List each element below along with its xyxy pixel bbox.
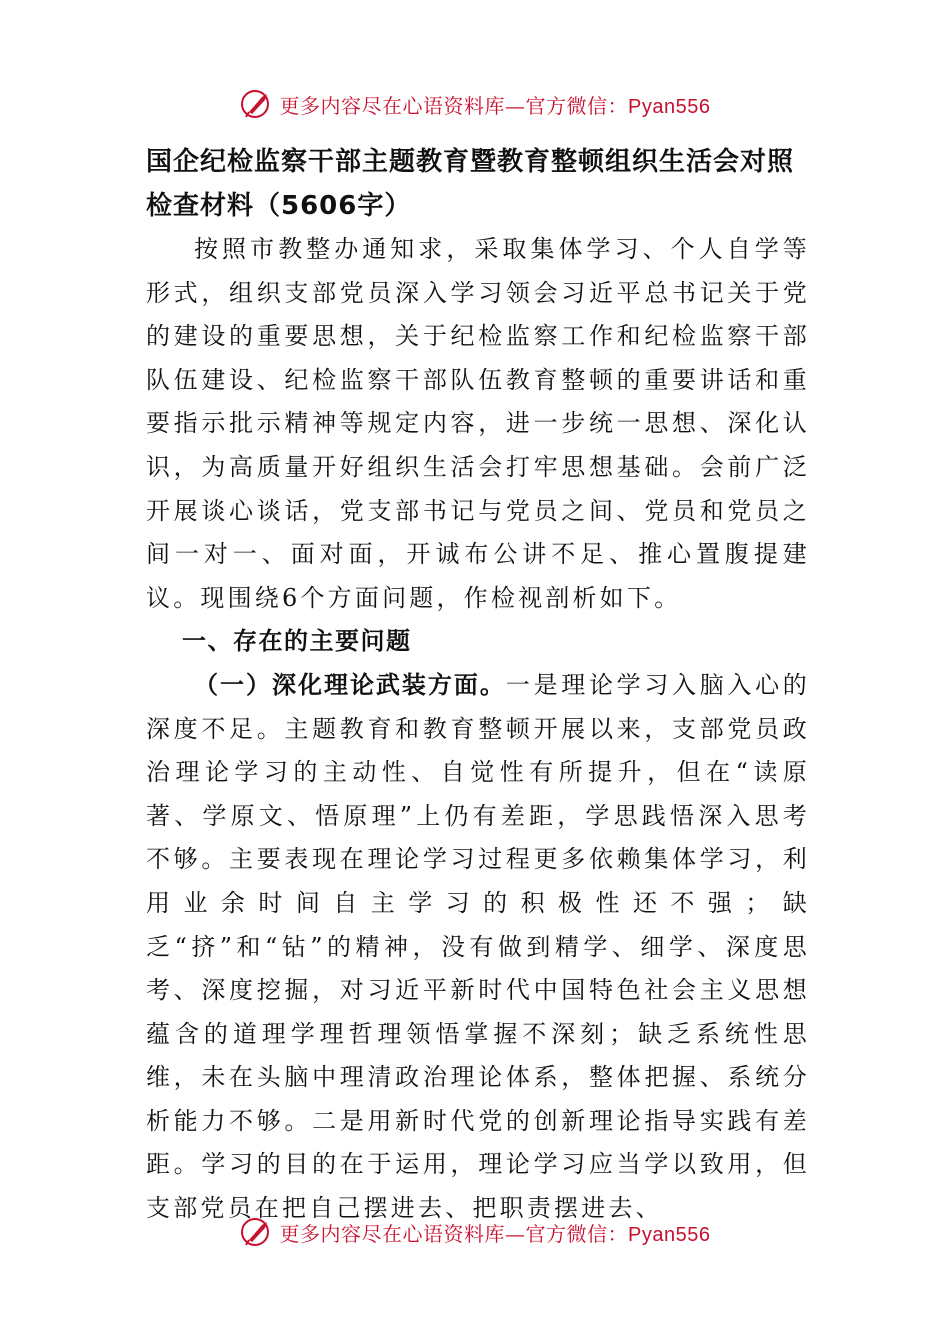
footer-banner bbox=[0, 1212, 950, 1252]
document-body bbox=[146, 228, 810, 1231]
pen-nib-logo-icon bbox=[240, 1215, 274, 1249]
footer-banner-text: 更多内容尽在心语资料库—官方微信：Pyan556 bbox=[279, 1221, 711, 1246]
document-title: 国企纪检监察干部主题教育暨教育整顿组织生活会对照检查材料（5606字） bbox=[146, 147, 795, 221]
pen-nib-logo-icon bbox=[240, 87, 274, 121]
section-heading: 一、存在的主要问题 bbox=[182, 627, 412, 656]
intro-paragraph: 按照市教整办通知求，采取集体学习、个人自学等形式，组织支部党员深入学习领会习近平总书记关于党的建设的重要思想，关于纪检监察工作和纪检监察干部队伍建设、纪检监察干部队伍教育整顿的重要讲话和重要指示批示精神等规定内容，进一步统一思想、深化认识，为高质量开好组织生活会打牢思想基础。会前广泛开展谈心谈话，党支部书记与党员之间、党员和党员之间一对一、面对面，开诚布公讲不足、推心置腹提建议。现围绕6个方面问题，作检视剖析如下。 bbox=[146, 235, 810, 612]
header-banner-text: 更多内容尽在心语资料库—官方微信：Pyan556 bbox=[279, 93, 711, 118]
subsection-lead: （一）深化理论武装方面。 bbox=[194, 670, 506, 699]
header-wechat-id: Pyan556 bbox=[628, 95, 711, 118]
header-banner bbox=[0, 84, 950, 124]
subsection-body: 一是理论学习入脑入心的深度不足。主题教育和教育整顿开展以来，支部党员政治理论学习的主动性、自觉性有所提升，但在“读原著、学原文、悟原理”上仍有差距，学思践悟深入思考不够。主要表现在理论学习过程更多依赖集体学习，利用业余时间自主学习的积极性还不强；缺乏“挤”和“钻”的精神，没有做到精学、细学、深度思考、深度挖掘，对习近平新时代中国特色社会主义思想蕴含的道理学理哲理领悟掌握不深刻；缺乏系统性思维，未在头脑中理清政治理论体系，整体把握、系统分析能力不够。二是用新时代党的创新理论指导实践有差距。学习的目的在于运用，理论学习应当学以致用，但支部党员在把自己摆进去、把职责摆进去、 bbox=[146, 670, 810, 1223]
subsection-paragraph bbox=[146, 664, 810, 1231]
footer-wechat-id: Pyan556 bbox=[628, 1223, 711, 1246]
